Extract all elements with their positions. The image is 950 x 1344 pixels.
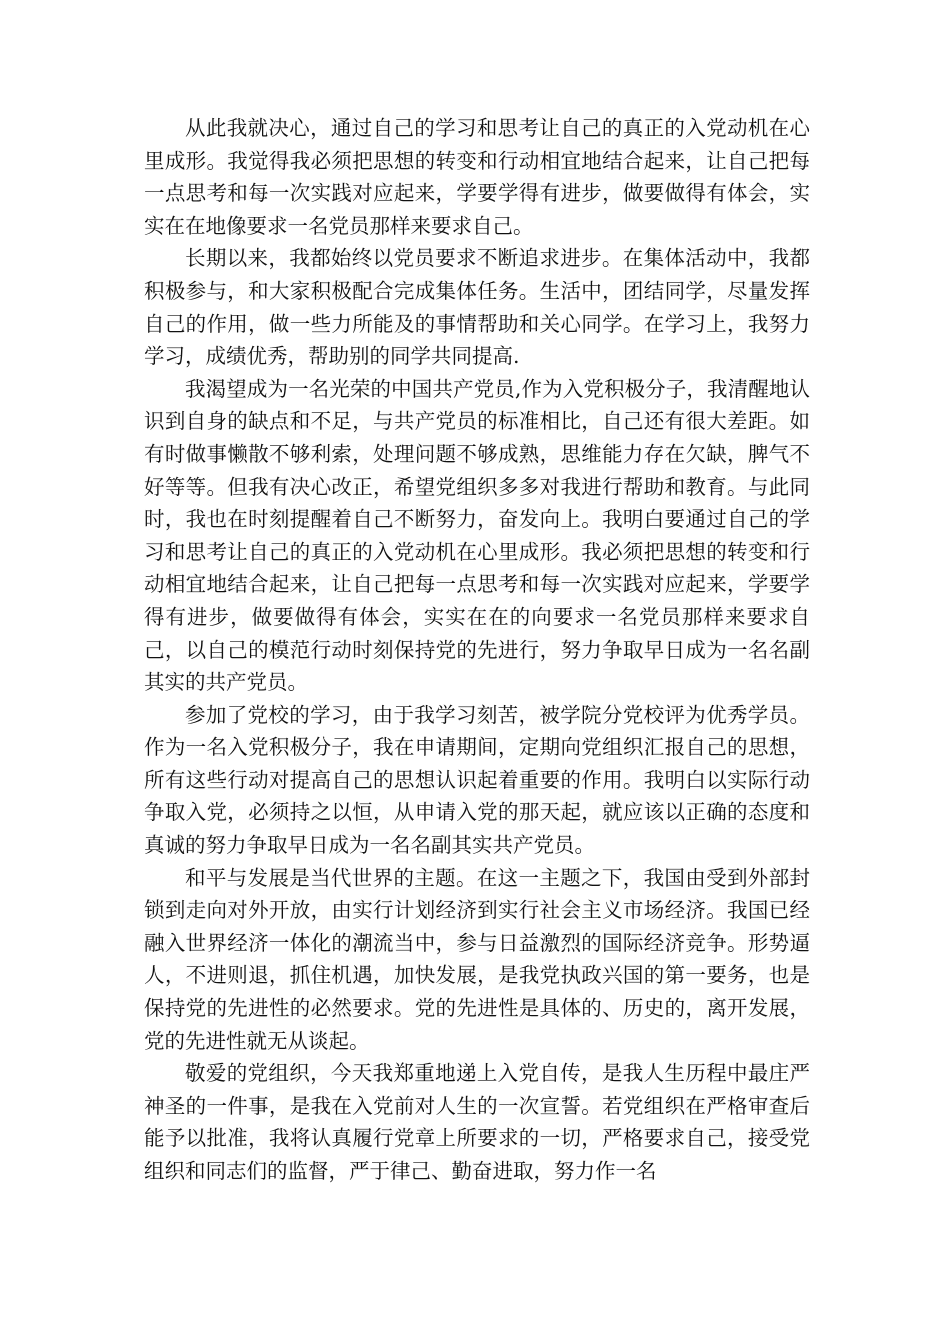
paragraph-6: 敬爱的党组织，今天我郑重地递上入党自传，是我人生历程中最庄严神圣的一件事，是我在入党前对人生的一次宣誓。若党组织在严格审查后能予以批准，我将认真履行党章上所要求的一切，严格要求自己，接受党组织和同志们的监督，严于律己、勤奋进取，努力作一名	[144, 1061, 810, 1183]
document-body	[144, 112, 810, 1188]
paragraph-1: 从此我就决心，通过自己的学习和思考让自己的真正的入党动机在心里成形。我觉得我必须把思想的转变和行动相宜地结合起来，让自己把每一点思考和每一次实践对应起来，学要学得有进步，做要做得有体会，实实在在地像要求一名党员那样来要求自己。	[144, 116, 810, 238]
paragraph-4: 参加了党校的学习，由于我学习刻苦，被学院分党校评为优秀学员。作为一名入党积极分子，我在申请期间，定期向党组织汇报自己的思想，所有这些行动对提高自己的思想认识起着重要的作用。我明白以实际行动争取入党，必须持之以恒，从申请入党的那天起，就应该以正确的态度和真诚的努力争取早日成为一名名副其实共产党员。	[144, 702, 810, 858]
paragraph-3: 我渴望成为一名光荣的中国共产党员,作为入党积极分子，我清醒地认识到自身的缺点和不足，与共产党员的标准相比，自己还有很大差距。如有时做事懒散不够利索，处理问题不够成熟，思维能力存在欠缺，脾气不好等等。但我有决心改正，希望党组织多多对我进行帮助和教育。与此同时，我也在时刻提醒着自己不断努力，奋发向上。我明白要通过自己的学习和思考让自己的真正的入党动机在心里成形。我必须把思想的转变和行动相宜地结合起来，让自己把每一点思考和每一次实践对应起来，学要学得有进步，做要做得有体会，实实在在的向要求一名党员那样来要求自己，以自己的模范行动时刻保持党的先进行，努力争取早日成为一名名副其实的共产党员。	[144, 376, 810, 695]
paragraph-2: 长期以来，我都始终以党员要求不断追求进步。在集体活动中，我都积极参与，和大家积极配合完成集体任务。生活中，团结同学，尽量发挥自己的作用，做一些力所能及的事情帮助和关心同学。在学习上，我努力学习，成绩优秀，帮助别的同学共同提高.	[144, 246, 810, 369]
paragraph-5: 和平与发展是当代世界的主题。在这一主题之下，我国由受到外部封锁到走向对外开放，由实行计划经济到实行社会主义市场经济。我国已经融入世界经济一体化的潮流当中，参与日益激烈的国际经济竞争。形势逼人，不进则退，抓住机遇，加快发展，是我党执政兴国的第一要务，也是保持党的先进性的必然要求。党的先进性是具体的、历史的，离开发展，党的先进性就无从谈起。	[144, 865, 810, 1053]
